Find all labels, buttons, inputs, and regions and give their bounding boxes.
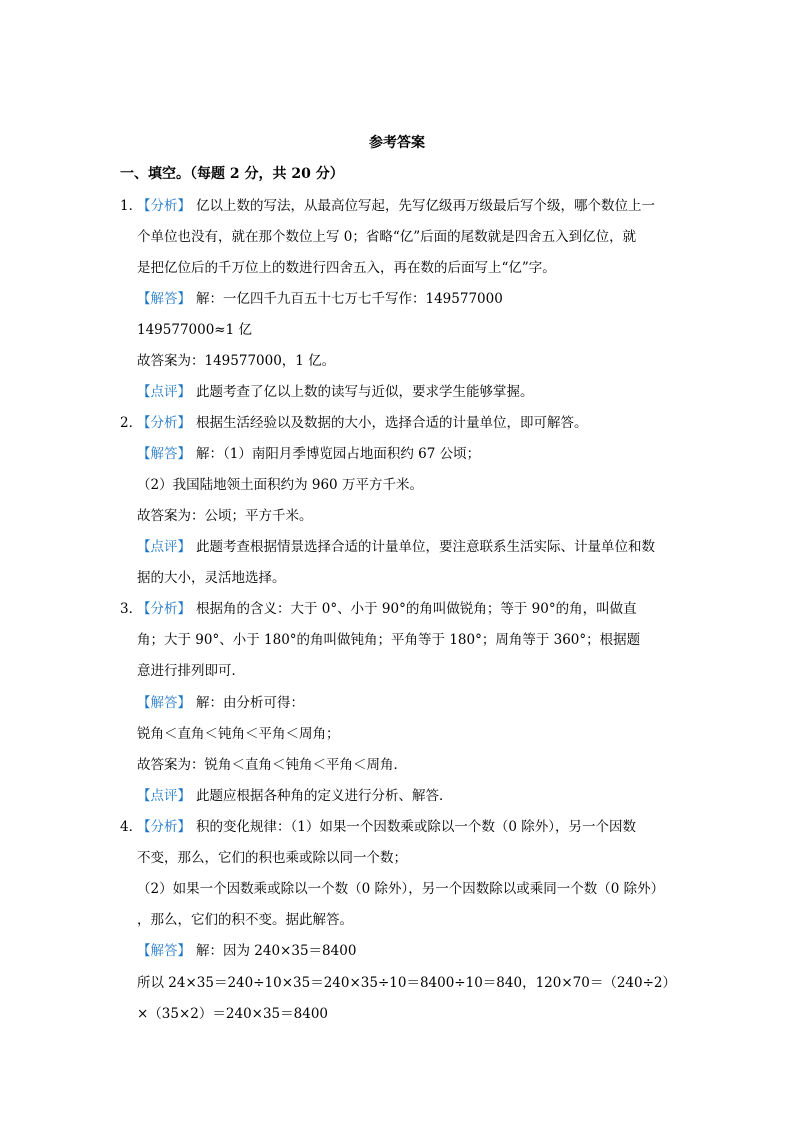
- q2-comment-line1: 此题考查根据情景选择合适的计量单位，要注意联系生活实际、计量单位和数: [196, 539, 655, 555]
- q1-solution-tag: 【解答】: [137, 291, 191, 307]
- q1-comment-tag: 【点评】: [137, 384, 191, 400]
- q3-solution-line2: 锐角＜直角＜钝角＜平角＜周角；: [137, 726, 340, 742]
- q3-analysis-line2: 角；大于 90°、小于 180°的角叫做钝角；平角等于 180°；周角等于 360°；根据题: [137, 632, 641, 648]
- q2-comment-tag: 【点评】: [137, 539, 191, 555]
- q1-solution-line1: 解：一亿四千九百五十七万七千写作：149577000: [196, 291, 503, 307]
- q3-solution-tag: 【解答】: [137, 695, 191, 711]
- page-title: 参考答案: [369, 135, 425, 151]
- q2-comment-line2: 据的大小，灵活地选择。: [137, 570, 286, 586]
- q1-comment-line1: 此题考查了亿以上数的读写与近似，要求学生能够掌握。: [196, 384, 534, 400]
- q2-solution-tag: 【解答】: [137, 446, 191, 462]
- q4-analysis-line3: （2）如果一个因数乘或除以一个数（0 除外），另一个因数除以或乘同一个数（0 除外）: [137, 881, 665, 897]
- q3-solution-line3: 故答案为：锐角＜直角＜钝角＜平角＜周角．: [137, 757, 407, 773]
- q3-solution-line1: 解：由分析可得：: [196, 695, 304, 711]
- q2-number: 2．: [120, 415, 143, 431]
- q4-solution-line3: ×（35×2）＝240×35＝8400: [137, 1006, 329, 1022]
- q3-number: 3．: [120, 601, 143, 617]
- q3-analysis-line1: 根据角的含义：大于 0°、小于 90°的角叫做锐角；等于 90°的角，叫做直: [196, 601, 637, 617]
- q4-solution-line2: 所以 24×35＝240÷10×35＝240×35÷10＝8400÷10＝840，120×70＝（240÷2）: [137, 975, 676, 991]
- q2-solution-line2: （2）我国陆地领土面积约为 960 万平方千米。: [137, 477, 423, 493]
- q4-solution-line1: 解：因为 240×35＝8400: [196, 943, 357, 959]
- section-heading: 一、填空。（每题 2 分，共 20 分）: [120, 166, 344, 182]
- q1-analysis-line2: 个单位也没有，就在那个数位上写 0；省略“亿”后面的尾数就是四舍五入到亿位，就: [137, 229, 637, 245]
- q4-number: 4．: [120, 819, 143, 835]
- q1-number: 1．: [120, 198, 143, 214]
- q3-comment-tag: 【点评】: [137, 788, 191, 804]
- q4-analysis-tag: 【分析】: [137, 819, 191, 835]
- q2-solution-line1: 解：（1）南阳月季博览园占地面积约 67 公顷；: [196, 446, 481, 462]
- q4-analysis-line4: ，那么，它们的积不变。据此解答。: [137, 912, 353, 928]
- q2-solution-line3: 故答案为：公顷；平方千米。: [137, 508, 313, 524]
- q2-analysis-line1: 根据生活经验以及数据的大小，选择合适的计量单位，即可解答。: [196, 415, 588, 431]
- q1-analysis-line1: 亿以上数的写法，从最高位写起，先写亿级再万级最后写个级，哪个数位上一: [196, 198, 655, 214]
- q3-analysis-line3: 意进行排列即可．: [137, 663, 245, 679]
- q4-analysis-line1: 积的变化规律：（1）如果一个因数乘或除以一个数（0 除外），另一个因数: [196, 819, 636, 835]
- q3-comment-line1: 此题应根据各种角的定义进行分析、解答．: [196, 788, 453, 804]
- q4-analysis-line2: 不变，那么，它们的积也乘或除以同一个数；: [137, 850, 407, 866]
- q1-solution-line3: 故答案为：149577000，1 亿。: [137, 353, 336, 369]
- q1-solution-line2: 149577000≈1 亿: [137, 322, 252, 338]
- q1-analysis-line3: 是把亿位后的千万位上的数进行四舍五入，再在数的后面写上“亿”字。: [137, 260, 556, 276]
- q1-analysis-tag: 【分析】: [137, 198, 191, 214]
- q2-analysis-tag: 【分析】: [137, 415, 191, 431]
- q4-solution-tag: 【解答】: [137, 943, 191, 959]
- q3-analysis-tag: 【分析】: [137, 601, 191, 617]
